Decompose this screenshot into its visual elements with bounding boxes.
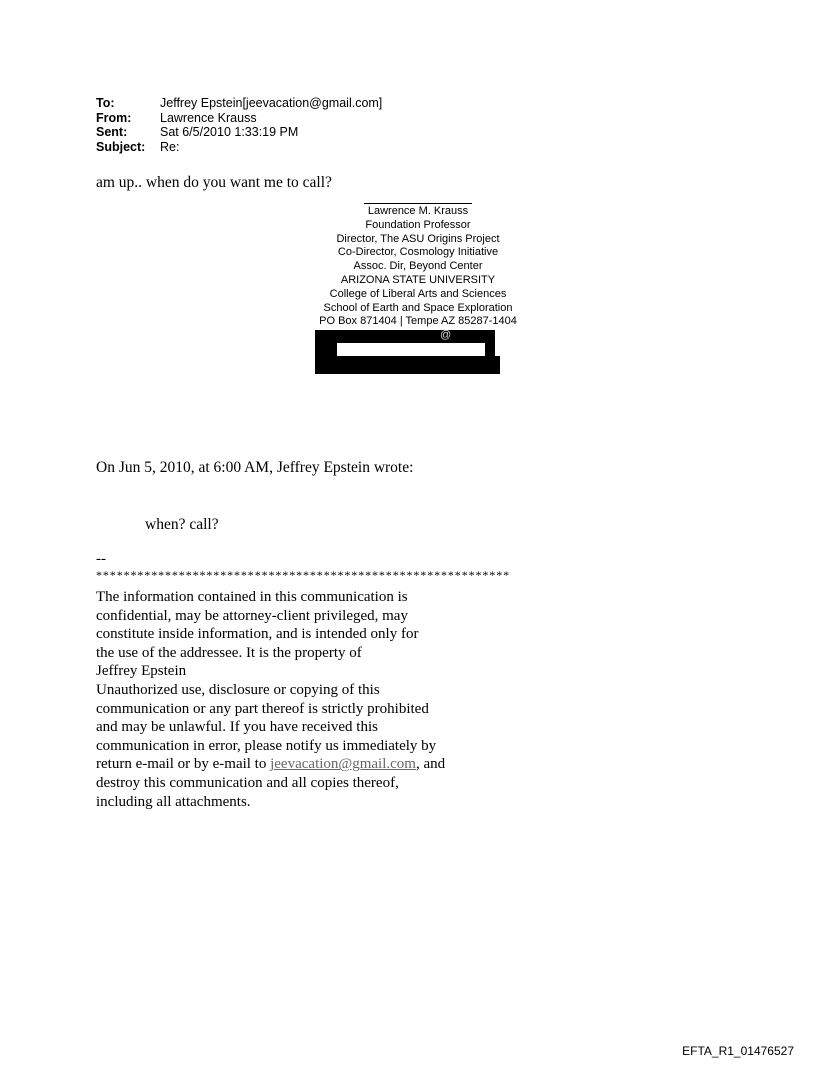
signature-line: School of Earth and Space Exploration: [323, 301, 513, 314]
signature-line: Foundation Professor: [365, 218, 471, 231]
disclaimer-line: confidential, may be attorney-client privileged, may: [96, 607, 408, 624]
sent-label: Sent:: [96, 125, 128, 139]
disclaimer-line: the use of the addressee. It is the property of: [96, 644, 362, 661]
disclaimer: [96, 588, 516, 811]
quoted-text: when? call?: [145, 516, 219, 533]
signature-line: Co-Director, Cosmology Initiative: [337, 246, 499, 259]
subject-value: Re:: [160, 139, 180, 154]
header-to-row: [96, 96, 382, 111]
disclaimer-line: destroy this communication and all copies thereof,: [96, 774, 399, 791]
disclaimer-line-suffix: , and: [415, 756, 446, 773]
document-id: EFTA_R1_01476527: [682, 1044, 794, 1058]
disclaimer-line: constitute inside information, and is intended only for: [96, 626, 419, 643]
redacted-at-sign: @: [440, 329, 452, 342]
disclaimer-line-prefix: return e-mail or by e-mail to: [96, 756, 271, 773]
signature-rule: [364, 203, 472, 204]
subject-label: Subject:: [96, 139, 146, 154]
email-link[interactable]: jeevacation@gmail.com: [270, 756, 416, 773]
redaction-bar: [315, 330, 495, 343]
disclaimer-line: The information contained in this communication is: [96, 589, 408, 605]
signature-line: College of Liberal Arts and Sciences: [329, 287, 507, 300]
sent-value: Sat 6/5/2010 1:33:19 PM: [160, 125, 299, 139]
redaction-bar: [315, 356, 500, 374]
disclaimer-line: communication or any part thereof is strictly prohibited: [96, 700, 429, 717]
signature-block: [280, 197, 556, 375]
redacted-contact: [280, 329, 556, 375]
disclaimer-line: communication in error, please notify us immediately by: [96, 737, 437, 754]
to-value: Jeffrey Epstein[jeevacation@gmail.com]: [160, 96, 383, 110]
disclaimer-line: and may be unlawful. If you have received this: [96, 719, 378, 736]
disclaimer-line: Unauthorized use, disclosure or copying of this: [96, 681, 380, 698]
signature-line: ARIZONA STATE UNIVERSITY: [340, 273, 496, 286]
header-from-row: [96, 111, 382, 126]
to-label: To:: [96, 96, 115, 110]
message-body: am up.. when do you want me to call?: [96, 174, 332, 191]
header-subject-row: [96, 140, 382, 155]
header-sent-row: [96, 125, 382, 140]
signature-line: Lawrence M. Krauss: [367, 205, 469, 217]
redaction-bar: [315, 342, 337, 356]
disclaimer-line: Jeffrey Epstein: [96, 663, 187, 680]
signature-line: PO Box 871404 | Tempe AZ 85287-1404: [319, 315, 517, 328]
from-value: Lawrence Krauss: [160, 110, 257, 125]
disclaimer-separator: ************************************************************: [96, 568, 510, 582]
signature-line: Assoc. Dir, Beyond Center: [353, 260, 483, 273]
disclaimer-line: including all attachments.: [96, 793, 251, 810]
quote-attribution: On Jun 5, 2010, at 6:00 AM, Jeffrey Epstein wrote:: [96, 459, 414, 476]
disclaimer-line: [96, 755, 516, 774]
signature-line: Director, The ASU Origins Project: [336, 232, 500, 245]
email-header: [96, 96, 382, 154]
redaction-bar: [485, 342, 495, 356]
from-label: From:: [96, 110, 132, 125]
signature-dashes: --: [96, 551, 106, 567]
